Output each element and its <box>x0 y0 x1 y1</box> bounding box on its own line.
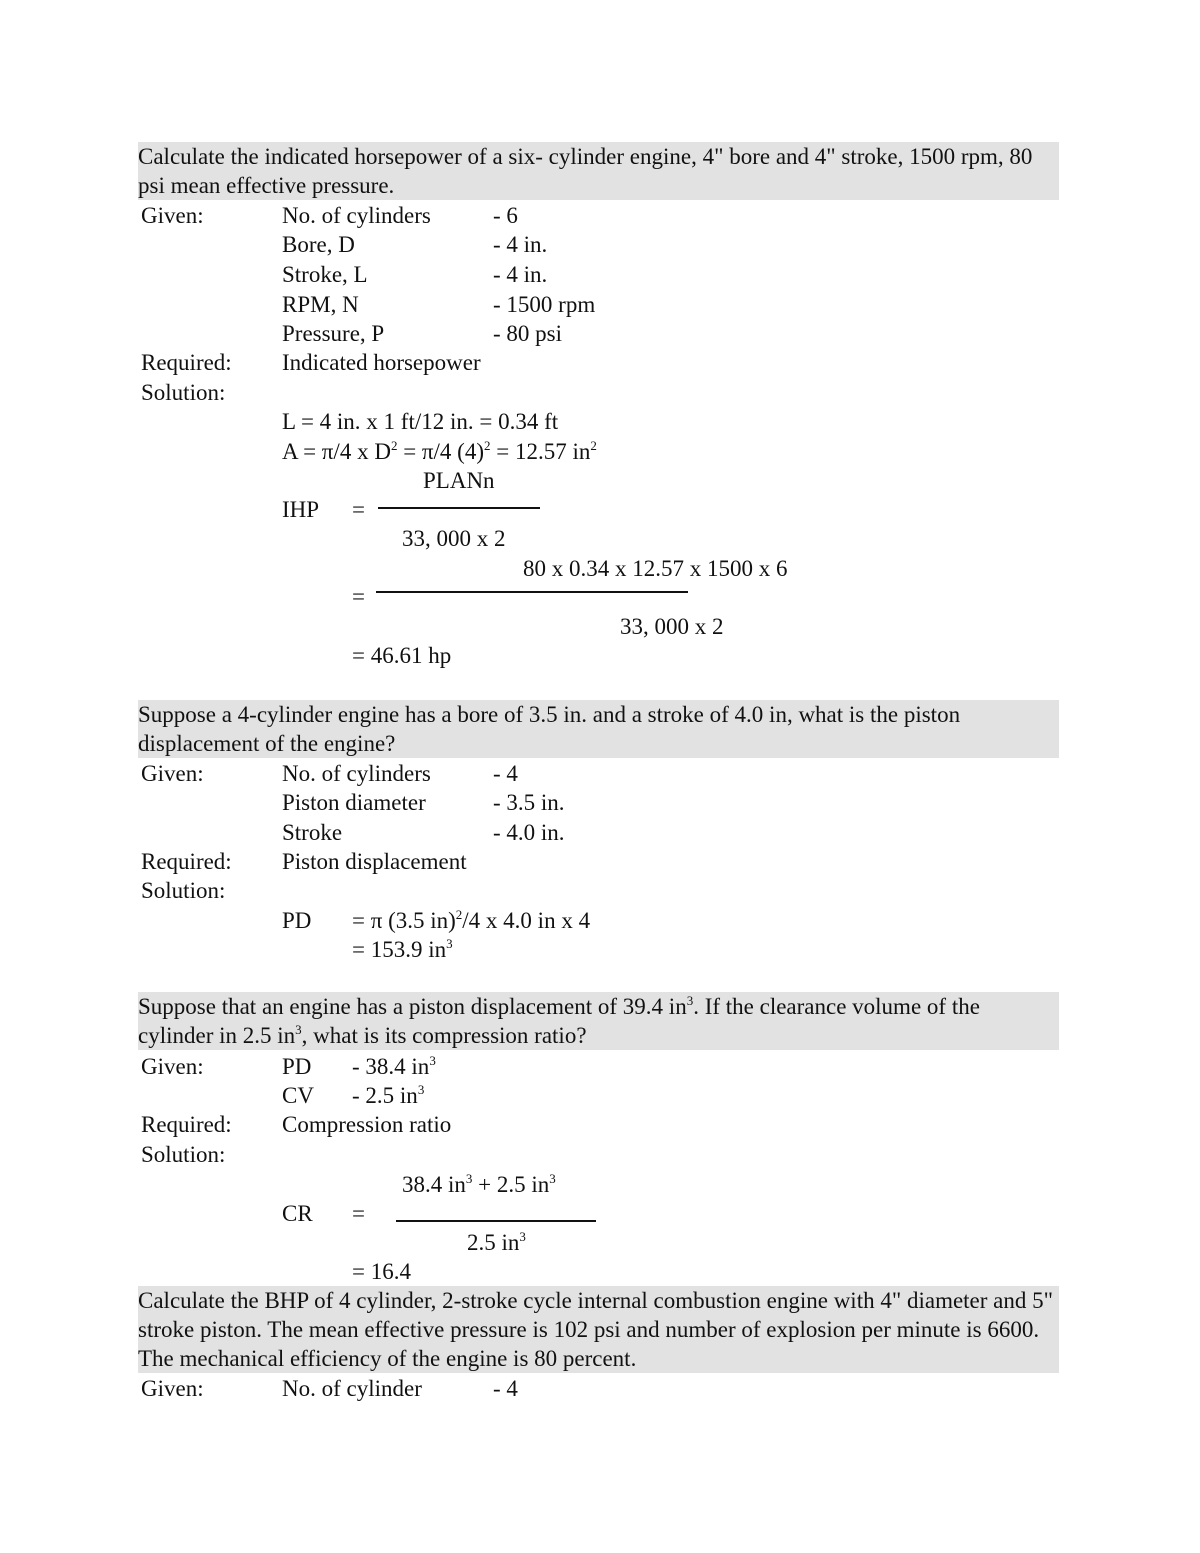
pd-label: PD <box>282 908 312 933</box>
problem-1-given-label: Given: <box>141 203 204 228</box>
ihp-formula-numerator: PLANn <box>423 468 495 493</box>
problem-4-given-label: Given: <box>141 1376 204 1401</box>
given-name: Pressure, P <box>282 321 385 346</box>
problem-3-given-label: Given: <box>141 1054 204 1079</box>
problem-2-required-label: Required: <box>141 849 232 874</box>
given-value: - 4.0 in. <box>493 820 565 845</box>
given-name: PD <box>282 1054 312 1079</box>
problem-3-solution-label: Solution: <box>141 1142 226 1167</box>
equals-sign: = <box>352 584 365 609</box>
problem-3-required-label: Required: <box>141 1112 232 1137</box>
given-value: - 80 psi <box>493 321 562 346</box>
problem-2-given-label: Given: <box>141 761 204 786</box>
problem-2-question: Suppose a 4-cylinder engine has a bore of 3.5 in. and a stroke of 4.0 in, what is the piston displacement of the engine? <box>138 700 1059 758</box>
ihp-substitution-numerator: 80 x 0.34 x 12.57 x 1500 x 6 <box>523 556 788 581</box>
area-line: A = π/4 x $D^2 = \pi/4$ $(4)^2 = 12.57$ $in^2$ <box>282 438 597 464</box>
given-name: CV <box>282 1083 314 1108</box>
fraction-bar <box>396 1220 596 1222</box>
given-name: No. of cylinders <box>282 761 431 786</box>
pd-result: = 153.9 $in^3$ <box>352 936 453 962</box>
given-value: - 4 in. <box>493 262 548 287</box>
given-name: Stroke, L <box>282 262 368 287</box>
problem-1-question: Calculate the indicated horsepower of a six- cylinder engine, 4" bore and 4" stroke, 1500 rpm, 80 psi mean effective pressure. <box>138 142 1059 200</box>
equals-sign: = <box>352 1201 365 1226</box>
given-name: Stroke <box>282 820 343 845</box>
given-value: - 4 in. <box>493 232 548 257</box>
fraction-bar <box>378 507 540 509</box>
ihp-formula-denominator: 33, 000 x 2 <box>402 526 506 551</box>
problem-1-required: Indicated horsepower <box>282 350 481 375</box>
problem-2-required: Piston displacement <box>282 849 467 874</box>
cr-label: CR <box>282 1201 313 1226</box>
problem-1-required-label: Required: <box>141 350 232 375</box>
problem-3-required: Compression ratio <box>282 1112 452 1137</box>
given-value: - 1500 rpm <box>493 292 596 317</box>
given-value: - 3.5 in. <box>493 790 565 815</box>
problem-1-solution-label: Solution: <box>141 380 226 405</box>
given-name: No. of cylinder <box>282 1376 422 1401</box>
stroke-conversion-line: L = 4 in. x 1 ft/12 in. = 0.34 ft <box>282 409 559 434</box>
problem-4-question: Calculate the BHP of 4 cylinder, 2-stroke cycle internal combustion engine with 4" diameter and 5" stroke piston. The mean effective pressure is 102 psi and number of explosion per minute is 6600. The mechanical efficiency of the engine is 80 percent. <box>138 1286 1059 1373</box>
ihp-label: IHP <box>282 497 320 522</box>
ihp-result: = 46.61 hp <box>352 643 452 668</box>
cr-result: = 16.4 <box>352 1259 411 1284</box>
cr-numerator: 38.4 $in^3 + 2.5$ $in^3$ <box>402 1171 556 1197</box>
ihp-substitution-denominator: 33, 000 x 2 <box>620 614 724 639</box>
fraction-bar <box>376 591 688 593</box>
given-value: - 38.4 $in^3$ <box>352 1053 436 1079</box>
given-value: - 4 <box>493 1376 518 1401</box>
given-name: RPM, N <box>282 292 359 317</box>
cr-denominator: 2.5 $in^3$ <box>467 1229 526 1255</box>
given-value: - 6 <box>493 203 518 228</box>
equals-sign: = <box>352 497 365 522</box>
given-value: - 2.5 $in^3$ <box>352 1082 425 1108</box>
given-name: Piston diameter <box>282 790 426 815</box>
given-value: - 4 <box>493 761 518 786</box>
given-name: No. of cylinders <box>282 203 431 228</box>
problem-2-solution-label: Solution: <box>141 878 226 903</box>
given-name: Bore, D <box>282 232 355 257</box>
pd-formula: = π (3.5 in)$^2$/4 x 4.0 in x 4 <box>352 907 591 933</box>
problem-3-question: Suppose that an engine has a piston displacement of 39.4 $in^3$. If the clearance volume of the cylinder in 2.5 $in^3$, what is its compression ratio? <box>138 992 1059 1050</box>
